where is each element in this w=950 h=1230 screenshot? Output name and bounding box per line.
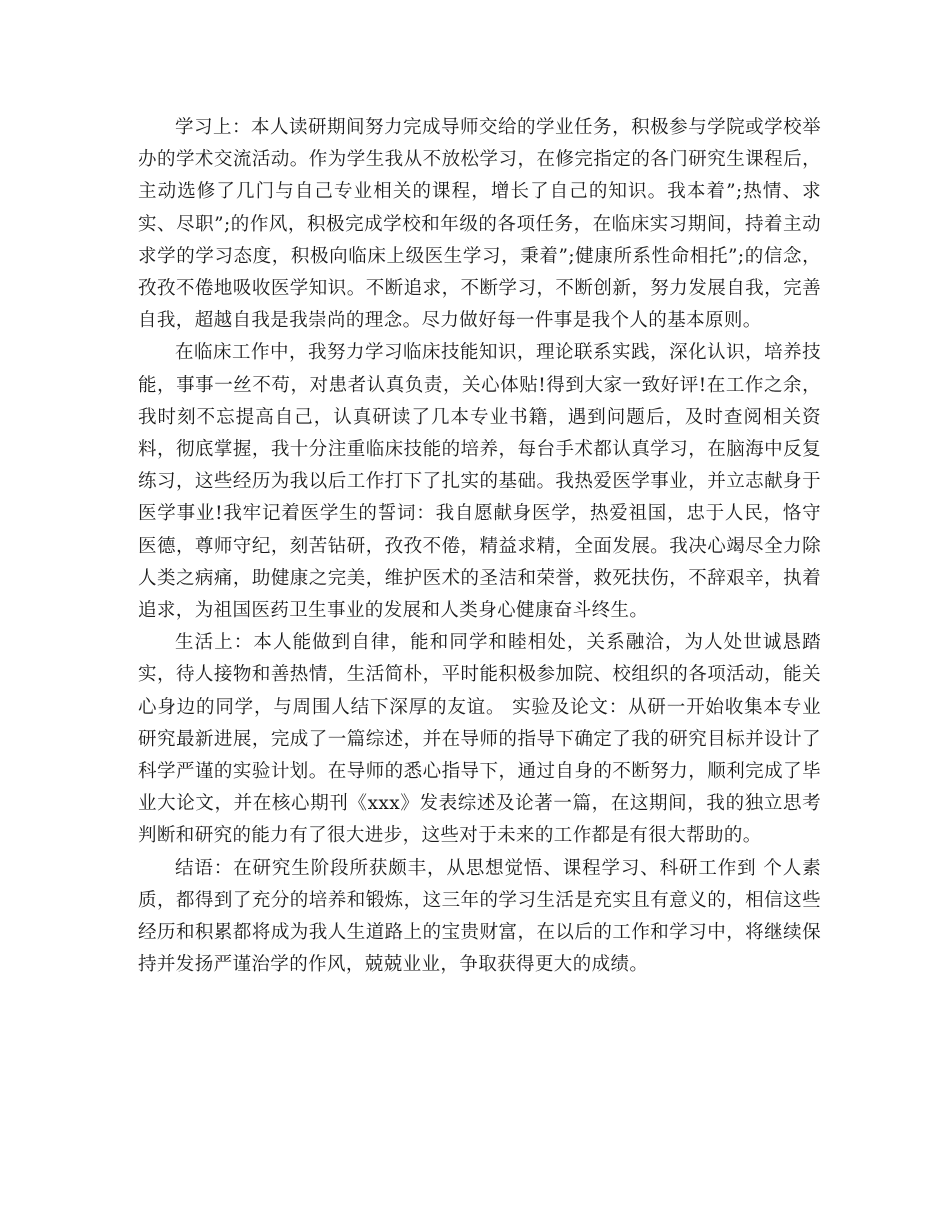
paragraph-study: 学习上：本人读研期间努力完成导师交给的学业任务，积极参与学院或学校举办的学术交流活动。作为学生我从不放松学习，在修完指定的各门研究生课程后，主动选修了几门与自己专业相关的课程，增长了自己的知识。我本着”;热情、求实、尽职”;的作风，积极完成学校和年级的各项任务，在临床实习期间，持着主动求学的学习态度，积极向临床上级医生学习，秉着”;健康所系性命相托”;的信念，孜孜不倦地吸收医学知识。不断追求，不断学习，不断创新，努力发展自我，完善自我，超越自我是我崇尚的理念。尽力做好每一件事是我个人的基本原则。 (138, 117, 821, 332)
paragraph-conclusion: 结语：在研究生阶段所获颇丰，从思想觉悟、课程学习、科研工作到 个人素质，都得到了充分的培养和锻炼，这三年的学习生活是充实且有意义的，相信这些经历和积累都将成为我人生道路上的宝贵财富，在以后的工作和学习中，将继续保持并发扬严谨治学的作风，兢兢业业，争取获得更大的成绩。 (138, 857, 821, 976)
paragraph-life-and-thesis: 生活上：本人能做到自律，能和同学和睦相处，关系融洽，为人处世诚恳踏实，待人接物和善热情，生活简朴，平时能积极参加院、校组织的各项活动，能关心身边的同学，与周围人结下深厚的友谊。 实验及论文：从研一开始收集本专业研究最新进展，完成了一篇综述，并在导师的指导下确定了我的研究目标并设计了科学严谨的实验计划。在导师的悉心指导下，通过自身的不断努力，顺利完成了毕业大论文，并在核心期刊《xxx》发表综述及论著一篇，在这期间，我的独立思考判断和研究的能力有了很大进步，这些对于未来的工作都是有很大帮助的。 (138, 632, 821, 847)
paragraph-clinical-work: 在临床工作中，我努力学习临床技能知识，理论联系实践，深化认识，培养技能，事事一丝不苟，对患者认真负责，关心体贴!得到大家一致好评!在工作之余，我时刻不忘提高自己，认真研读了几本专业书籍，遇到问题后，及时查阅相关资料，彻底掌握，我十分注重临床技能的培养，每台手术都认真学习，在脑海中反复练习，这些经历为我以后工作打下了扎实的基础。我热爱医学事业，并立志献身于医学事业!我牢记着医学生的誓词：我自愿献身医学，热爱祖国，忠于人民，恪守医德，尊师守纪，刻苦钻研，孜孜不倦，精益求精，全面发展。我决心竭尽全力除人类之病痛，助健康之完美，维护医术的圣洁和荣誉，救死扶伤，不辞艰辛，执着追求，为祖国医药卫生事业的发展和人类身心健康奋斗终生。 (138, 342, 821, 622)
document-body (138, 112, 821, 981)
